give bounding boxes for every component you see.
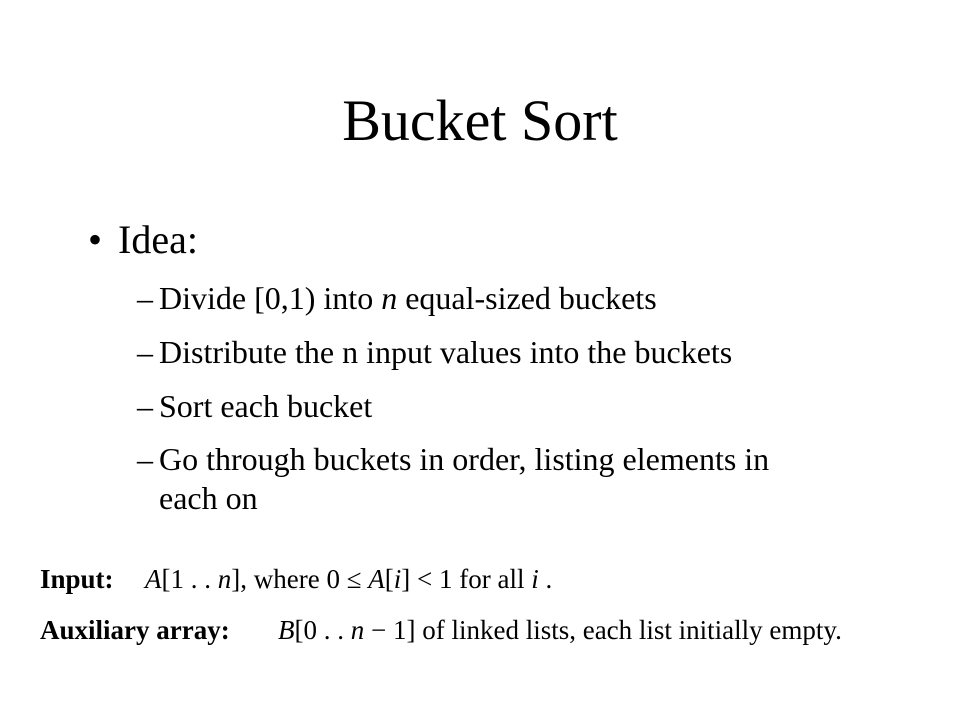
expr-text: − 1] of linked lists, each list initially empty. bbox=[364, 615, 842, 645]
sub-item-text-em: n bbox=[381, 280, 398, 316]
dash-marker: – bbox=[137, 441, 153, 477]
expr-var: A bbox=[145, 564, 162, 594]
expr-text: [0 . . bbox=[294, 615, 351, 645]
sub-item-divide bbox=[137, 282, 657, 314]
bullet-idea bbox=[88, 217, 198, 262]
slide-title: Bucket Sort bbox=[342, 88, 618, 153]
expr-text: ] < 1 for all bbox=[401, 564, 532, 594]
bullet-label: Idea: bbox=[118, 217, 198, 262]
sub-item-go-through bbox=[137, 443, 769, 514]
input-label: Input: bbox=[40, 564, 114, 594]
expr-text: [ bbox=[384, 564, 394, 594]
sub-item-text-line1: Go through buckets in order, listing elements in bbox=[159, 441, 770, 477]
dash-marker: – bbox=[137, 280, 153, 316]
sub-item-text-post: equal-sized buckets bbox=[397, 280, 657, 316]
expr-var: A bbox=[368, 564, 385, 594]
input-line bbox=[40, 566, 552, 593]
sub-item-sort bbox=[137, 390, 372, 422]
expr-var: B bbox=[278, 615, 295, 645]
expr-var: n bbox=[350, 615, 365, 645]
expr-var: n bbox=[217, 564, 232, 594]
sub-item-text: Sort each bucket bbox=[159, 388, 373, 424]
bullet-marker: • bbox=[88, 217, 103, 262]
dash-marker: – bbox=[137, 388, 153, 424]
sub-item-text: Distribute the n input values into the buckets bbox=[159, 334, 733, 370]
sub-item-text-line2: each on bbox=[159, 480, 258, 516]
sub-item-text-pre: Divide [0,1) into bbox=[159, 280, 382, 316]
dash-marker: – bbox=[137, 334, 153, 370]
expr-var: i bbox=[531, 564, 539, 594]
expr-text: [1 . . bbox=[161, 564, 218, 594]
expr-text: . bbox=[538, 564, 553, 594]
expr-var: i bbox=[393, 564, 402, 594]
expr-text: ], where 0 ≤ bbox=[231, 564, 369, 594]
sub-item-distribute bbox=[137, 336, 732, 368]
auxiliary-label: Auxiliary array: bbox=[40, 615, 230, 645]
auxiliary-line bbox=[40, 617, 842, 644]
